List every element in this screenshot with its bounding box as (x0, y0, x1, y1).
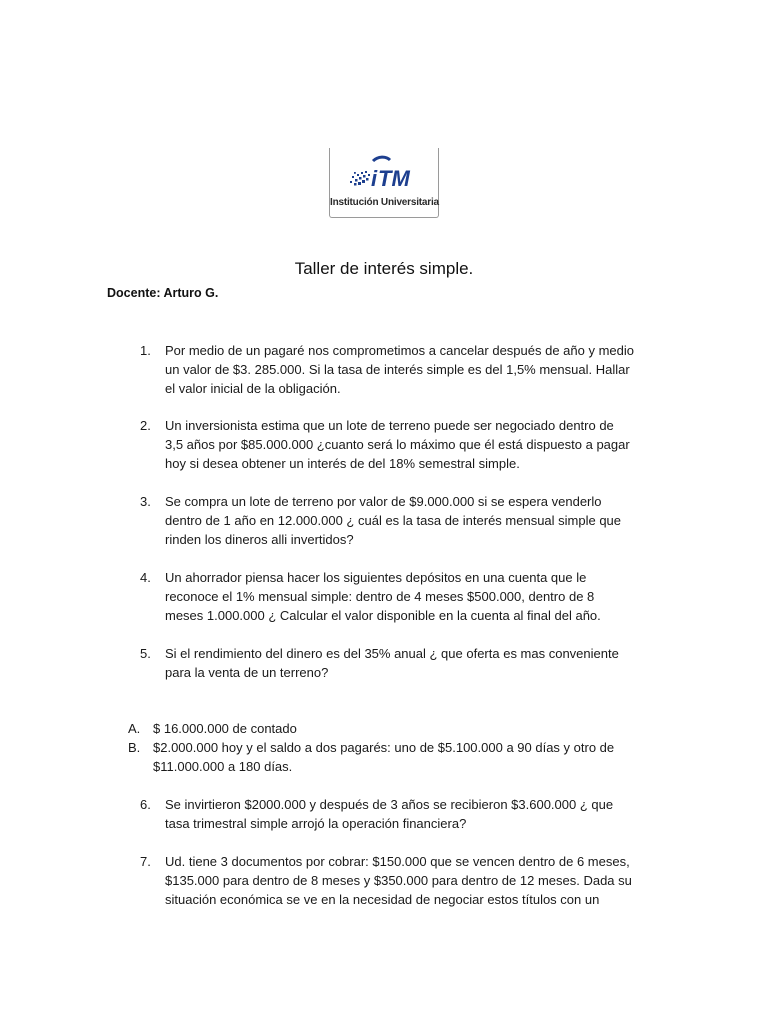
exercise-number: 7. (140, 854, 151, 869)
option-letter: B. (128, 740, 141, 755)
exercise-text: Si el rendimiento del dinero es del 35% anual ¿ que oferta es mas conveniente para la venta de un terreno? (165, 646, 619, 680)
svg-text:i: i (371, 166, 378, 191)
teacher-label: Docente: Arturo G. (107, 286, 219, 300)
exercise-text: Se compra un lote de terreno por valor de $9.000.000 si se espera venderlo dentro de 1 año en 12.000.000 ¿ cuál es la tasa de interés mensual simple que rinden los dineros alli invertidos? (165, 494, 622, 547)
exercise-number: 2. (140, 418, 151, 433)
exercise-number: 6. (140, 797, 151, 812)
option-text: $2.000.000 hoy y el saldo a dos pagarés: uno de $5.100.000 a 90 días y otro de $11.000.000 a 180 días. (153, 740, 615, 774)
exercise-text: Un inversionista estima que un lote de terreno puede ser negociado dentro de 3,5 años por $85.000.000 ¿cuanto será lo máximo que él está dispuesto a pagar hoy si desea obtener un interés de del 18% semestral simple. (165, 418, 630, 471)
option-letter: A. (128, 721, 141, 736)
institution-logo (329, 148, 439, 218)
exercise-text: Ud. tiene 3 documentos por cobrar: $150.000 que se vencen dentro de 6 meses, $135.000 para dentro de 8 meses y $350.000 para dentro de 12 meses. Dada su situación económica se ve en la necesidad de negociar estos títulos con un (165, 854, 632, 907)
exercise-text: Un ahorrador piensa hacer los siguientes depósitos en una cuenta que le reconoce el 1% mensual simple: dentro de 4 meses $500.000, dentro de 8 meses 1.000.000 ¿ Calcular el valor disponible en la cuenta al final del año. (165, 570, 601, 623)
svg-text:TM: TM (378, 166, 410, 191)
itm-logo-icon (330, 148, 440, 198)
exercise-number: 4. (140, 570, 151, 585)
exercise-number: 3. (140, 494, 151, 509)
option-text: $ 16.000.000 de contado (153, 721, 297, 736)
exercise-number: 5. (140, 646, 151, 661)
exercise-text: Se invirtieron $2000.000 y después de 3 años se recibieron $3.600.000 ¿ que tasa trimestral simple arrojó la operación financiera? (165, 797, 614, 831)
document-title: Taller de interés simple. (294, 259, 474, 278)
exercise-number: 1. (140, 343, 151, 358)
exercise-text: Por medio de un pagaré nos comprometimos a cancelar después de año y medio un valor de $3. 285.000. Si la tasa de interés simple es del 1,5% mensual. Hallar el valor inicial de la obligación. (165, 343, 634, 396)
logo-subtitle: Institución Universitaria (330, 197, 439, 208)
